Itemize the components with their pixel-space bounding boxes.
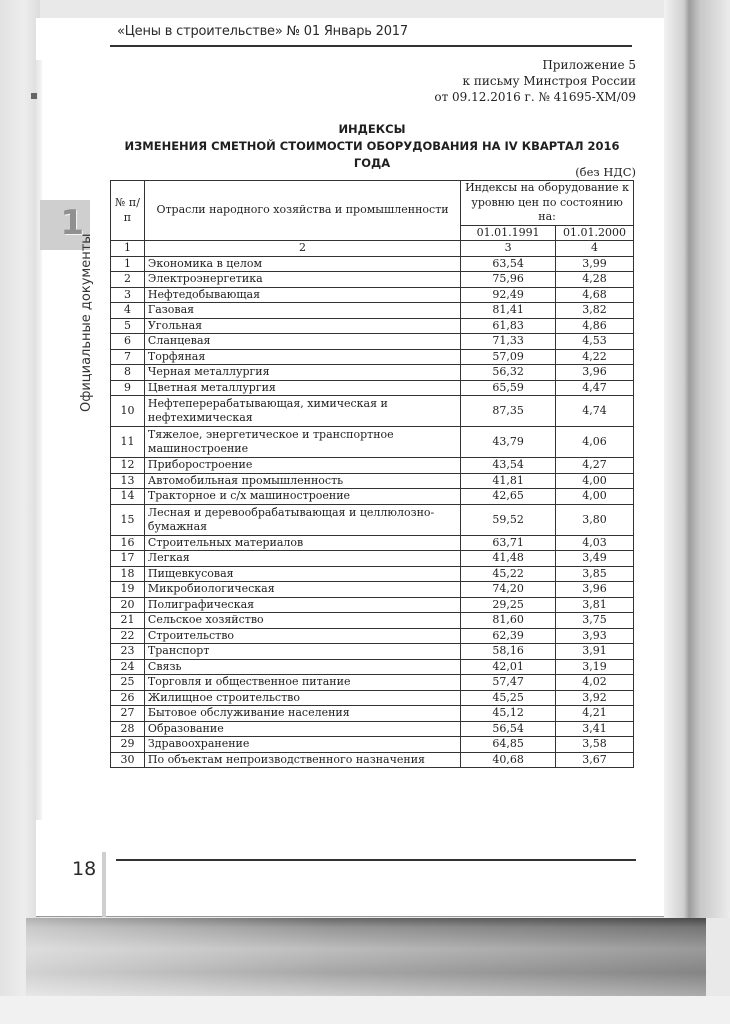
colnum-2: 2 [144, 241, 460, 257]
scan-background-left [0, 0, 40, 1024]
row-number: 22 [111, 628, 145, 644]
row-industry: Транспорт [144, 644, 460, 660]
row-index-2000: 4,00 [556, 473, 634, 489]
table-row [111, 489, 634, 505]
row-number: 26 [111, 690, 145, 706]
row-index-2000: 3,67 [556, 752, 634, 768]
row-number: 8 [111, 365, 145, 381]
row-index-2000: 4,06 [556, 427, 634, 458]
row-index-1991: 42,65 [461, 489, 556, 505]
row-number: 27 [111, 706, 145, 722]
table-row [111, 752, 634, 768]
scan-gutter-right [664, 0, 730, 918]
row-industry: Нефтеперерабатывающая, химическая и нефтехимическая [144, 396, 460, 427]
scan-gutter-bottom [26, 918, 706, 996]
table-row [111, 380, 634, 396]
row-industry: Угольная [144, 318, 460, 334]
row-industry: Электроэнергетика [144, 272, 460, 288]
row-index-1991: 74,20 [461, 582, 556, 598]
footer-rule [116, 859, 636, 861]
index-table [110, 180, 634, 768]
row-number: 16 [111, 535, 145, 551]
row-industry: Автомобильная промышленность [144, 473, 460, 489]
row-index-1991: 45,25 [461, 690, 556, 706]
row-industry: Жилищное строительство [144, 690, 460, 706]
row-industry: Полиграфическая [144, 597, 460, 613]
row-index-1991: 40,68 [461, 752, 556, 768]
row-industry: Цветная металлургия [144, 380, 460, 396]
table-row [111, 504, 634, 535]
table-row [111, 473, 634, 489]
appendix-line-1: Приложение 5 [542, 58, 636, 72]
row-industry: Образование [144, 721, 460, 737]
row-number: 7 [111, 349, 145, 365]
row-index-2000: 3,58 [556, 737, 634, 753]
row-number: 9 [111, 380, 145, 396]
header-num: № п/п [111, 181, 145, 241]
row-industry: Торговля и общественное питание [144, 675, 460, 691]
row-index-1991: 75,96 [461, 272, 556, 288]
row-industry: По объектам непроизводственного назначения [144, 752, 460, 768]
row-index-2000: 4,27 [556, 458, 634, 474]
table-row [111, 334, 634, 350]
row-index-2000: 4,74 [556, 396, 634, 427]
row-number: 25 [111, 675, 145, 691]
table-row [111, 597, 634, 613]
row-index-2000: 4,47 [556, 380, 634, 396]
row-industry: Строительных материалов [144, 535, 460, 551]
table-row [111, 272, 634, 288]
table-row [111, 256, 634, 272]
row-index-1991: 81,41 [461, 303, 556, 319]
row-index-1991: 61,83 [461, 318, 556, 334]
row-index-1991: 45,22 [461, 566, 556, 582]
row-index-2000: 4,21 [556, 706, 634, 722]
row-industry: Микробиологическая [144, 582, 460, 598]
row-index-1991: 92,49 [461, 287, 556, 303]
row-industry: Нефтедобывающая [144, 287, 460, 303]
row-index-2000: 3,96 [556, 365, 634, 381]
chapter-number: 1 [60, 203, 84, 243]
table-row [111, 365, 634, 381]
row-number: 6 [111, 334, 145, 350]
colnum-3: 3 [461, 241, 556, 257]
header-date-1991: 01.01.1991 [461, 225, 556, 241]
row-number: 10 [111, 396, 145, 427]
table-row [111, 721, 634, 737]
row-index-1991: 64,85 [461, 737, 556, 753]
table-row [111, 318, 634, 334]
row-index-1991: 65,59 [461, 380, 556, 396]
row-index-1991: 63,54 [461, 256, 556, 272]
row-index-2000: 3,75 [556, 613, 634, 629]
column-numbers-row [111, 241, 634, 257]
row-index-2000: 3,96 [556, 582, 634, 598]
row-index-2000: 3,99 [556, 256, 634, 272]
row-index-1991: 81,60 [461, 613, 556, 629]
table-row [111, 628, 634, 644]
row-industry: Торфяная [144, 349, 460, 365]
row-industry: Тяжелое, энергетическое и транспортное машиностроение [144, 427, 460, 458]
header-rule [110, 45, 632, 47]
row-index-2000: 3,85 [556, 566, 634, 582]
row-index-2000: 4,28 [556, 272, 634, 288]
row-index-1991: 42,01 [461, 659, 556, 675]
row-index-2000: 4,02 [556, 675, 634, 691]
table-row [111, 535, 634, 551]
title-line-2: ИЗМЕНЕНИЯ СМЕТНОЙ СТОИМОСТИ ОБОРУДОВАНИЯ НА IV КВАРТАЛ 2016 ГОДА [124, 139, 620, 170]
row-index-2000: 3,82 [556, 303, 634, 319]
table-row [111, 706, 634, 722]
row-number: 14 [111, 489, 145, 505]
chapter-title: Официальные документы [79, 233, 94, 412]
table-row [111, 690, 634, 706]
row-index-1991: 29,25 [461, 597, 556, 613]
row-industry: Черная металлургия [144, 365, 460, 381]
row-index-2000: 3,49 [556, 551, 634, 567]
row-index-2000: 4,00 [556, 489, 634, 505]
row-industry: Приборостроение [144, 458, 460, 474]
table-row [111, 582, 634, 598]
row-industry: Экономика в целом [144, 256, 460, 272]
row-index-2000: 4,03 [556, 535, 634, 551]
table-row [111, 675, 634, 691]
row-number: 19 [111, 582, 145, 598]
row-number: 4 [111, 303, 145, 319]
vat-note: (без НДС) [575, 165, 636, 179]
row-index-1991: 63,71 [461, 535, 556, 551]
row-number: 29 [111, 737, 145, 753]
row-index-2000: 4,86 [556, 318, 634, 334]
table-row [111, 349, 634, 365]
row-industry: Здравоохранение [144, 737, 460, 753]
table-row [111, 737, 634, 753]
table-row [111, 458, 634, 474]
row-industry: Связь [144, 659, 460, 675]
row-industry: Тракторное и с/х машиностроение [144, 489, 460, 505]
row-number: 1 [111, 256, 145, 272]
row-number: 11 [111, 427, 145, 458]
header-industry: Отрасли народного хозяйства и промышленности [144, 181, 460, 241]
row-index-1991: 57,47 [461, 675, 556, 691]
row-number: 30 [111, 752, 145, 768]
colnum-4: 4 [556, 241, 634, 257]
row-index-1991: 56,54 [461, 721, 556, 737]
table-row [111, 566, 634, 582]
row-index-1991: 43,54 [461, 458, 556, 474]
row-industry: Пищевкусовая [144, 566, 460, 582]
table-row [111, 659, 634, 675]
row-index-2000: 3,92 [556, 690, 634, 706]
row-industry: Легкая [144, 551, 460, 567]
row-index-2000: 3,41 [556, 721, 634, 737]
appendix-reference [434, 57, 636, 105]
running-header: «Цены в строительстве» № 01 Январь 2017 [117, 24, 408, 39]
row-index-1991: 41,48 [461, 551, 556, 567]
margin-mark [31, 93, 37, 99]
row-number: 23 [111, 644, 145, 660]
row-number: 3 [111, 287, 145, 303]
row-index-1991: 62,39 [461, 628, 556, 644]
scan-margin-bottom [0, 996, 730, 1024]
row-index-2000: 4,22 [556, 349, 634, 365]
row-number: 18 [111, 566, 145, 582]
table-row [111, 613, 634, 629]
table-row [111, 427, 634, 458]
row-number: 2 [111, 272, 145, 288]
row-index-2000: 3,80 [556, 504, 634, 535]
sidebar-strip [36, 60, 42, 820]
table-row [111, 551, 634, 567]
header-index-group: Индексы на оборудование к уровню цен по состоянию на: [461, 181, 634, 226]
row-number: 20 [111, 597, 145, 613]
appendix-line-2: к письму Минстроя России [462, 74, 636, 88]
row-industry: Лесная и деревообрабатывающая и целлюлозно-бумажная [144, 504, 460, 535]
row-index-1991: 87,35 [461, 396, 556, 427]
document-title [110, 121, 634, 172]
table-row [111, 396, 634, 427]
header-date-2000: 01.01.2000 [556, 225, 634, 241]
row-index-1991: 57,09 [461, 349, 556, 365]
row-index-2000: 3,81 [556, 597, 634, 613]
row-industry: Сельское хозяйство [144, 613, 460, 629]
row-index-2000: 3,93 [556, 628, 634, 644]
row-index-2000: 4,68 [556, 287, 634, 303]
row-industry: Строительство [144, 628, 460, 644]
row-index-2000: 4,53 [556, 334, 634, 350]
row-number: 28 [111, 721, 145, 737]
colnum-1: 1 [111, 241, 145, 257]
row-number: 17 [111, 551, 145, 567]
table-row [111, 287, 634, 303]
row-number: 24 [111, 659, 145, 675]
row-industry: Сланцевая [144, 334, 460, 350]
row-number: 15 [111, 504, 145, 535]
row-number: 13 [111, 473, 145, 489]
row-industry: Газовая [144, 303, 460, 319]
row-index-1991: 43,79 [461, 427, 556, 458]
row-index-2000: 3,91 [556, 644, 634, 660]
row-number: 12 [111, 458, 145, 474]
row-index-1991: 59,52 [461, 504, 556, 535]
row-index-2000: 3,19 [556, 659, 634, 675]
row-index-1991: 71,33 [461, 334, 556, 350]
row-index-1991: 45,12 [461, 706, 556, 722]
title-line-1: ИНДЕКСЫ [338, 122, 406, 136]
row-index-1991: 41,81 [461, 473, 556, 489]
row-index-1991: 58,16 [461, 644, 556, 660]
appendix-line-3: от 09.12.2016 г. № 41695-ХМ/09 [434, 90, 636, 104]
table-row [111, 303, 634, 319]
page-number: 18 [72, 858, 97, 880]
table-row [111, 644, 634, 660]
row-number: 21 [111, 613, 145, 629]
row-industry: Бытовое обслуживание населения [144, 706, 460, 722]
footer-bar [102, 852, 106, 917]
row-number: 5 [111, 318, 145, 334]
row-index-1991: 56,32 [461, 365, 556, 381]
